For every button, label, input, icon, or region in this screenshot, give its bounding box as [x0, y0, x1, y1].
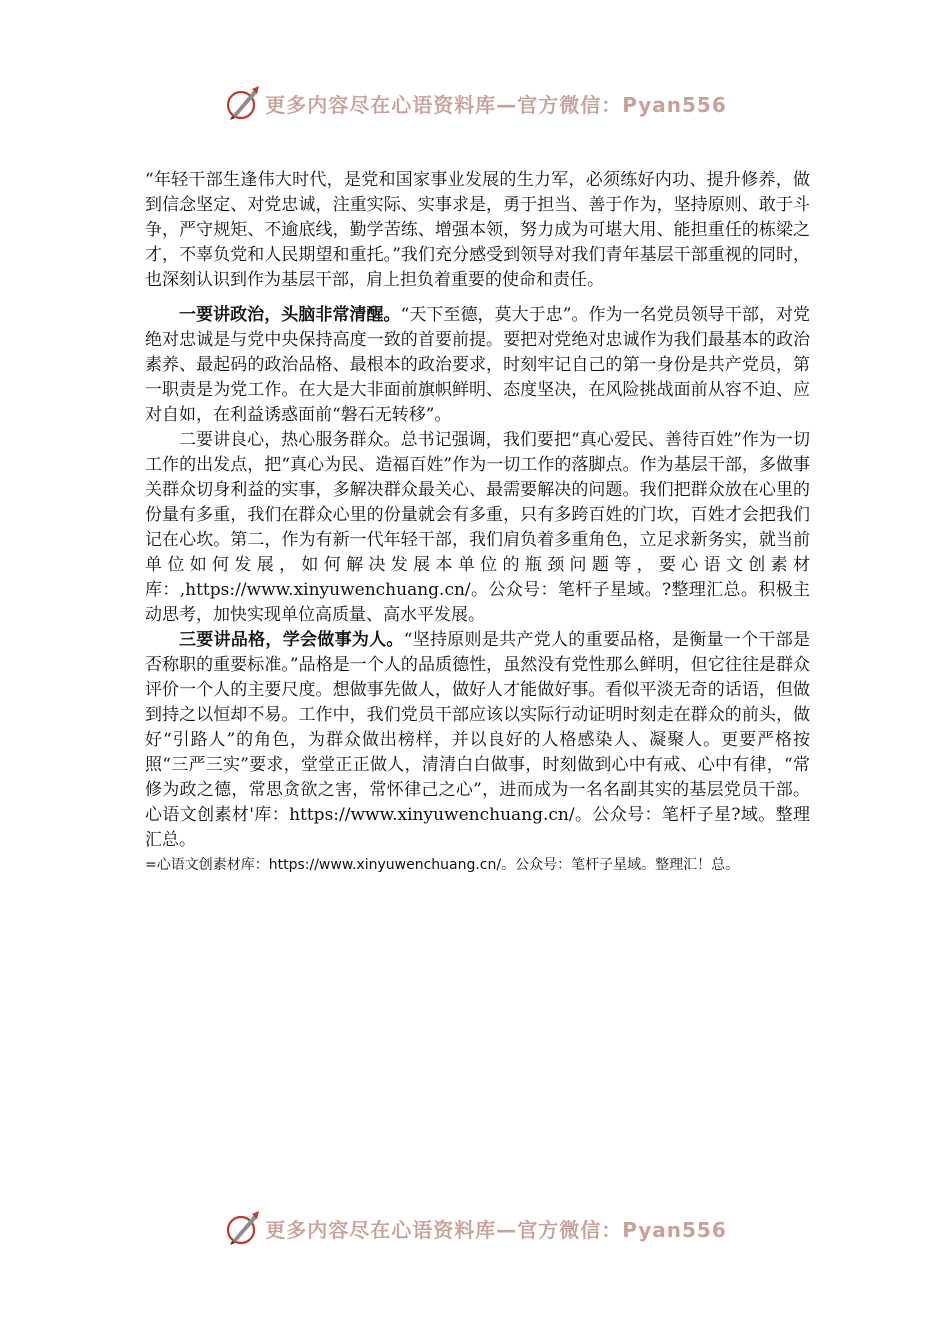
document-body — [145, 168, 810, 875]
quill-pen-logo-icon — [223, 1208, 263, 1248]
footer-banner-text: 更多内容尽在心语资料库—官方微信：Pyan556 — [265, 1217, 727, 1242]
paragraph-intro: “年轻干部生逢伟大时代，是党和国家事业发展的生力军，必须练好内功、提升修养，做到信念坚定、对党忠诚，注重实际、实事求是，勇于担当、善于作为，坚持原则、敢于斗争，严守规矩、不逾底线，勤学苦练、增强本领，努力成为可堪大用、能担重任的栋梁之才，不辜负党和人民期望和重托。”我们充分感受到领导对我们青年基层干部重视的同时，也深刻认识到作为基层干部，肩上担负着重要的使命和责任。 — [145, 170, 810, 290]
header-banner-text: 更多内容尽在心语资料库—官方微信：Pyan556 — [265, 92, 727, 117]
footer-banner — [0, 1203, 950, 1253]
paragraph-politics — [145, 303, 810, 428]
quill-pen-logo-icon — [223, 83, 263, 123]
paragraph-character-text: “坚持原则是共产党人的重要品格，是衡量一个干部是否称职的重要标准。”品格是一个人的品质德性，虽然没有党性那么鲜明，但它往往是群众评价一个人的主要尺度。想做事先做人，做好人才能做好事。看似平淡无奇的话语，但做到持之以恒却不易。工作中，我们党员干部应该以实际行动证明时刻走在群众的前头，做好“引路人”的角色，为群众做出榜样，并以良好的人格感染人、凝聚人。更要严格按照“三严三实”要求，堂堂正正做人，清清白白做事，时刻做到心中有戒、心中有律，“常修为政之德，常思贪欲之害，常怀律己之心”，进而成为一名名副其实的基层党员干部。心语文创素材'库：https://www.xinyuwenchuang.cn/。公众号：笔杆子星?域。整理汇总。 — [145, 630, 810, 850]
paragraph-politics-text: “天下至德，莫大于忠”。作为一名党员领导干部，对党绝对忠诚是与党中央保持高度一致的首要前提。要把对党绝对忠诚作为我们最基本的政治素养、最起码的政治品格、最根本的政治要求，时刻牢记自己的第一身份是共产党员，第一职责是为党工作。在大是大非面前旗帜鲜明、态度坚决，在风险挑战面前从容不迫、应对自如，在利益诱惑面前“磐石无转移”。 — [145, 305, 811, 425]
source-note: =心语文创素材库：https://www.xinyuwenchuang.cn/。公众号：笔杆子星域。整理汇！总。 — [145, 857, 740, 873]
paragraph-character-lead: 三要讲品格，学会做事为人。 — [179, 630, 404, 650]
paragraph-politics-lead: 一要讲政治，头脑非常清醒。 — [179, 305, 401, 325]
paragraph-character — [145, 628, 810, 853]
header-banner — [0, 78, 950, 128]
paragraph-conscience: 二要讲良心，热心服务群众。总书记强调，我们要把“真心爱民、善待百姓”作为一切工作的出发点，把“真心为民、造福百姓”作为一切工作的落脚点。作为基层干部，多做事关群众切身利益的实事，多解决群众最关心、最需要解决的问题。我们把群众放在心里的份量有多重，我们在群众心里的份量就会有多重，只有多跨百姓的门坎，百姓才会把我们记在心坎。第二，作为有新一代年轻干部，我们肩负着多重角色，立足求新务实，就当前单位如何发展，如何解决发展本单位的瓶颈问题等，要心语文创素材库：,https://www.xinyuwenchuang.cn/。公众号：笔杆子星域。?整理汇总。积极主动思考，加快实现单位高质量、高水平发展。 — [145, 430, 810, 625]
